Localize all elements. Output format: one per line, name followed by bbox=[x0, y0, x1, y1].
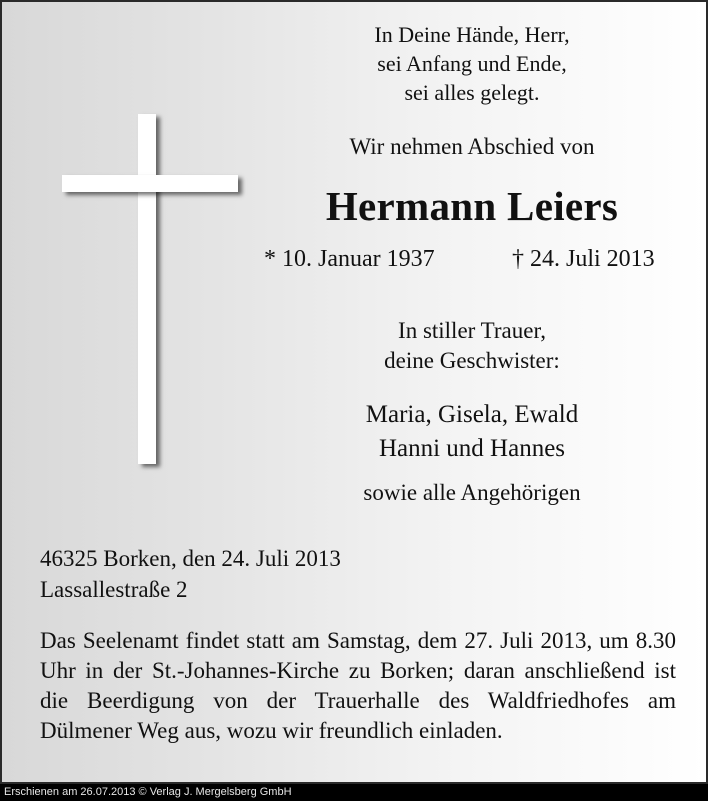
publication-footer: Erschienen am 26.07.2013 © Verlag J. Mergelsberg GmbH bbox=[0, 784, 708, 801]
siblings-list bbox=[292, 398, 652, 466]
motto-line: sei Anfang und Ende, bbox=[377, 51, 567, 76]
death-date: † 24. Juli 2013 bbox=[512, 246, 655, 272]
motto-line: In Deine Hände, Herr, bbox=[374, 22, 570, 47]
farewell-intro: Wir nehmen Abschied von bbox=[349, 134, 595, 159]
relatives-text: sowie alle Angehörigen bbox=[363, 480, 581, 505]
service-details: Das Seelenamt findet statt am Samstag, dem 27. Juli 2013, um 8.30 Uhr in der St.-Johannes-Kirche zu Borken; daran anschließend ist die Beerdigung von der Trauerhalle des Waldfriedhofes am Dülmener Weg aus, wozu wir freundlich einladen. bbox=[40, 628, 676, 743]
mourning-text bbox=[312, 316, 632, 376]
siblings-line: Hanni und Hannes bbox=[378, 435, 566, 462]
mourning-line: deine Geschwister: bbox=[384, 348, 560, 373]
cross-icon bbox=[62, 114, 238, 464]
motto-line: sei alles gelegt. bbox=[404, 80, 540, 105]
place-and-address bbox=[40, 543, 341, 605]
motto bbox=[322, 20, 622, 107]
siblings-line: Maria, Gisela, Ewald bbox=[365, 401, 579, 428]
birth-date: * 10. Januar 1937 bbox=[264, 246, 435, 272]
address: Lassallestraße 2 bbox=[40, 577, 188, 602]
deceased-name: Hermann Leiers bbox=[325, 183, 619, 229]
cross-horizontal-beam bbox=[62, 175, 238, 192]
mourning-line: In stiller Trauer, bbox=[398, 318, 546, 343]
cross-vertical-beam bbox=[138, 114, 156, 464]
place-date: 46325 Borken, den 24. Juli 2013 bbox=[40, 546, 341, 571]
